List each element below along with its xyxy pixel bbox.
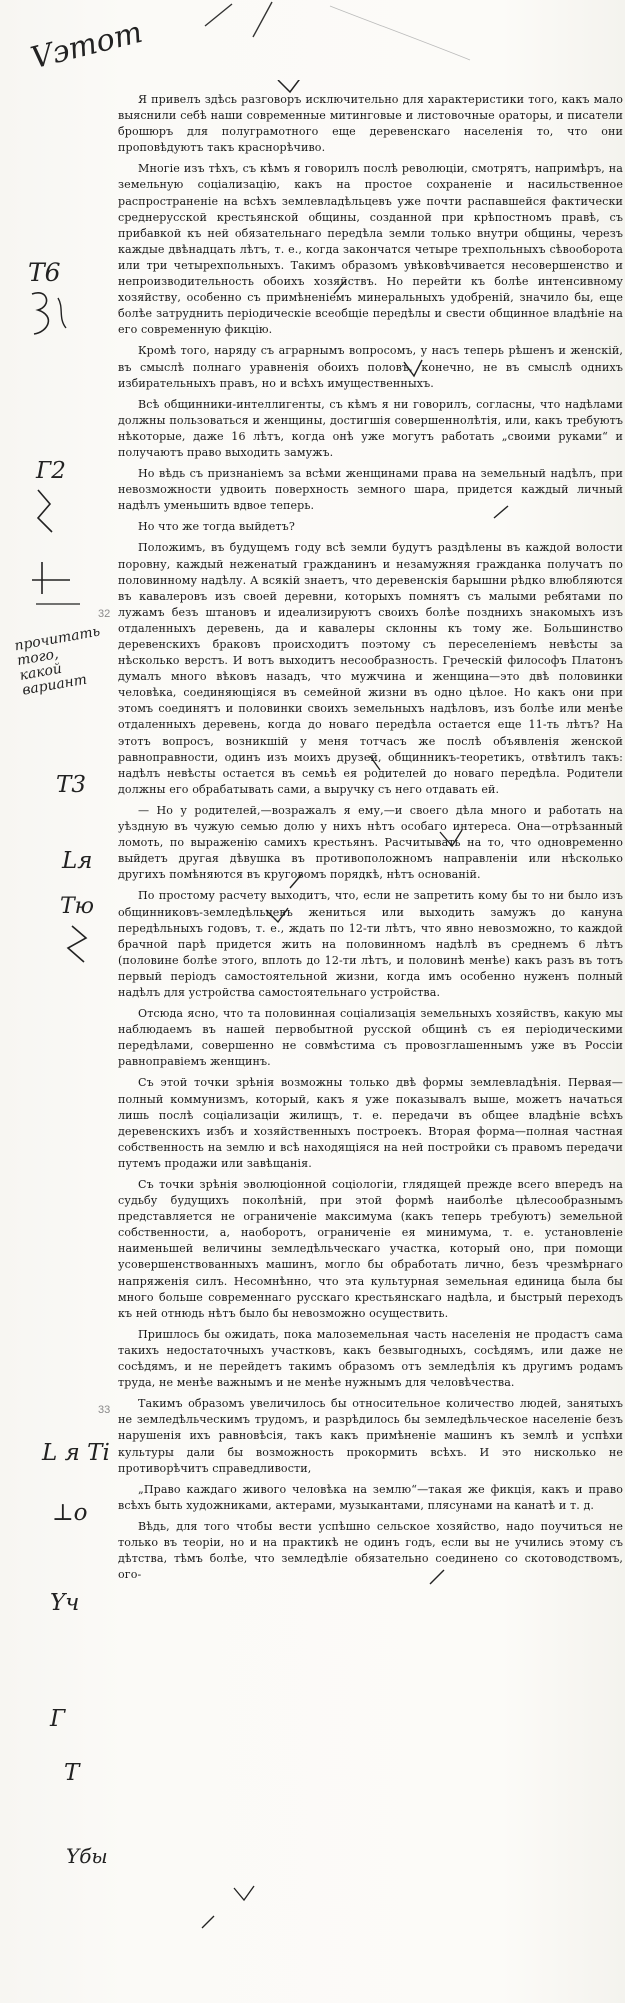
paragraph: Кромѣ того, наряду съ аграрнымъ вопросомъ, у насъ теперь рѣшенъ и женскій, въ смыслѣ полнаго уравненія обоихъ половъ, конечно, не въ смыслѣ однихъ избирательныхъ правъ, но и всѣхъ имущественныхъ. xyxy=(118,344,623,390)
page-number-33: 33 xyxy=(98,1404,111,1416)
margin-note-3: прочитать того, какой вариант xyxy=(13,623,102,699)
document-text xyxy=(118,92,623,1588)
page-number-32: 32 xyxy=(98,608,111,620)
paragraph: Положимъ, въ будущемъ году всѣ земли будутъ раздѣлены въ каждой волости поровну, каждый неженатый гражданинъ и незамужняя гражданка получатъ по половинному надѣлу. А всякій знаетъ, что деревенскія барышни рѣдко влюбляются въ кавалеровъ изъ своей деревни, которыхъ помнятъ съ малыми ребятами по лужамъ безъ штановъ и идеализируютъ своихъ болѣе позднихъ знакомыхъ изъ отдаленныхъ деревень, да и кавалеры склонны къ тому же. Большинство деревенскихъ браковъ происходитъ поэтому съ переселеніемъ невѣсты за нѣсколько верстъ. И вотъ выходитъ несообразность. Греческій философъ Платонъ думалъ много вѣковъ назадъ, что мужчина и женщина—это двѣ половинки человѣка, соединяющіяся въ семейной жизни въ одно цѣлое. Но какъ они при этомъ соединятъ и половинки своихъ земельныхъ надѣловъ, изъ болѣе или менѣе отдаленныхъ деревень, когда до новаго передѣла остается еще 11-ть лѣтъ? На этотъ вопросъ, возникшій у меня тотчасъ же послѣ объявленія женской равноправности, одинъ изъ моихъ друзей, общинникъ-теоретикъ, отвѣтилъ такъ: надѣлъ невѣсты остается въ семьѣ ея родителей до новаго передѣла. Родители должны его обрабатывать сами, а выручку съ него отдавать ей. xyxy=(118,541,623,796)
paragraph: — Но у родителей,—возражалъ я ему,—и своего дѣла много и работать на уѣздную въ чужую семью долю у нихъ нѣтъ особаго интереса. Она—отрѣзанный ломоть, по выраженію самихъ крестьянъ. Расчитывать на то, что одновременно выйдетъ другая дѣвушка въ противоположномъ направленіи или нѣсколько другихъ помѣняются въ круговомъ порядкѣ, нѣтъ основаній. xyxy=(118,803,623,882)
paragraph: Но что же тогда выйдетъ? xyxy=(138,520,295,534)
margin-note-4: T3 xyxy=(56,772,86,798)
paragraph: Вѣдь, для того чтобы вести успѣшно сельское хозяйство, надо поучиться не только въ теоріи, но и на практикѣ не одинъ годъ, если вы не учились этому съ дѣтства, тѣмъ болѣе, что земледѣліе обязательно соединено со скотоводствомъ, ого- xyxy=(118,1519,623,1582)
margin-note-6: Tю xyxy=(60,894,95,919)
margin-note-2: Г2 xyxy=(36,458,66,484)
paragraph: Но вѣдь съ признаніемъ за всѣми женщинами права на земельный надѣлъ, при невозможности удвоить поверхность земного шара, придется каждый личный надѣлъ уменьшить вдвое теперь. xyxy=(118,467,623,513)
paragraph: Отсюда ясно, что та половинная соціализація земельныхъ хозяйствъ, какую мы наблюдаемъ въ нашей первобытной русской общинѣ съ ея періодическими передѣлами, совершенно не совмѣстима съ провозглашеннымъ уже въ Россіи равноправіемъ женщинъ. xyxy=(118,1007,623,1069)
paragraph: Такимъ образомъ увеличилось бы относительное количество людей, занятыхъ не земледѣльческимъ трудомъ, и разрѣдилось бы земледѣльческое населеніе безъ нарушенія ихъ равновѣсія, такъ какъ примѣненіе машинъ къ землѣ и успѣхи культуры дали бы возможность прокормить всѣхъ. И это нисколько не противорѣчитъ справедливости, xyxy=(118,1397,623,1475)
margin-note-top: Vэтот xyxy=(27,14,146,77)
paragraph: По простому расчету выходитъ, что, если не запретить кому бы то ни было изъ общинниковъ-земледѣльцевъ жениться или выходить замужъ до канунa передѣльныхъ годовъ, т. е., ждать по 12-ти лѣтъ, что явно невозможно, то каждой брачной парѣ придется жить на половинномъ надѣлѣ въ среднемъ 6 лѣтъ (половине болѣе этого, вплоть до 12-ти лѣтъ, и половинѣ менѣе) какъ разъ въ тотъ первый періодъ самостоятельной жизни, когда имъ особенно нуженъ полный надѣлъ для устройства самостоятельнаго устройства. xyxy=(118,889,623,999)
margin-note-7: L я Ti xyxy=(42,1440,110,1466)
margin-scribble-1 xyxy=(28,288,88,348)
paragraph: Съ точки зрѣнія эволюціонной соціологіи, глядящей прежде всего впередъ на судьбу будущихъ поколѣній, при этой формѣ наиболѣе цѣлесообразнымъ представляется не ограниченіе максимума (какъ теперь требуютъ) земельной собственности, а, наоборотъ, ограниченіе ея минимума, т. е. установленіе наименьшей величины земледѣльческаго участка, который оно, при помощи усовершенствованныхъ машинъ, могло бы обработать лично, безъ чрезмѣрнаго напряженія силъ. Несомнѣнно, что эта культурная земельная единица была бы много больше современнаго русскаго крестьянскаго надѣла, и быстрый переходъ къ ней отнюдь нѣтъ было бы невозможно осуществить. xyxy=(118,1178,623,1320)
paragraph: Я привелъ здѣсь разговоръ исключительно для характеристики того, какъ мало выяснили себѣ наши современные митинговые и листовочные ораторы, и писатели брошюръ для полуграмотного еще деревенскаго населенія то, что они проповѣдуютъ такъ краснорѣчиво. xyxy=(118,93,623,155)
paragraph: Всѣ общинники-интеллигенты, съ кѣмъ я ни говорилъ, согласны, что надѣлами должны пользоваться и женщины, достигшія совершеннолѣтія, или, какъ требуютъ нѣкоторые, даже 16 лѣтъ, когда онѣ уже могутъ работать „своими руками“ и получаютъ право выходить замужъ. xyxy=(118,397,623,459)
paragraph: Пришлось бы ожидать, пока малоземельная часть населенія не продастъ сама такихъ недостаточныхъ участковъ, какъ безвыгодныхъ, сосѣдямъ, или даже не сосѣдямъ, и не перейдетъ такимъ образомъ отъ земледѣлія къ другимъ родамъ труда, не менѣе важнымъ и не менѣе нужнымъ для человѣчества. xyxy=(118,1327,623,1390)
margin-note-1: T6 xyxy=(28,258,61,287)
paragraph: Съ этой точки зрѣнія возможны только двѣ формы землевладѣнія. Первая—полный коммунизмъ, который, какъ я уже показывалъ выше, можетъ начаться лишь послѣ соціализаціи жилищъ, т. е. передачи въ общее владѣніе всѣхъ деревенскихъ избъ и хозяйственныхъ построекъ. Вторая форма—полная частная собственность на землю и всѣ находящіяся на ней постройки съ правомъ передачи путемъ продажи или завѣщанія. xyxy=(118,1076,623,1170)
paragraph: Многіе изъ тѣхъ, съ кѣмъ я говорилъ послѣ революціи, смотрятъ, напримѣръ, на земельную соціализацію, какъ на простое сохраненіе и насильственное распространеніе на всѣхъ землевладѣльцевъ уже почти распавшейся фактически среднерусской крестьянской общины, созданной при крѣпостномъ правѣ, съ прибавкой къ ней обязательнаго передѣла земли только внутри общины, черезъ каждые двѣнадцать лѣтъ, т. е., когда закончатся четыре трехпольныхъ сѣвооборота или три четырехпольныхъ. Такимъ образомъ увѣковѣчивается несовершенство и непроизводительность обоихъ хозяйствъ. Но перейти къ болѣе интенсивному хозяйству, особенно съ примѣненіемъ минеральныхъ удобреній, значило бы, еще болѣе затруднить періодическіе всеобщіе передѣлы и свести общинное владѣніе на его современную фикцію. xyxy=(118,162,623,337)
margin-note-9: Yч xyxy=(50,1590,80,1616)
margin-note-8: ⊥o xyxy=(52,1500,88,1526)
margin-scribble-2 xyxy=(30,484,90,624)
margin-note-12: Yбы xyxy=(66,1844,108,1868)
margin-note-10: Г xyxy=(50,1706,66,1732)
margin-note-5: Lя xyxy=(62,848,93,874)
paragraph: „Право каждаго живого человѣка на землю“—такая же фикція, какъ и право всѣхъ быть художниками, актерами, музыкантами, плясунами на канатѣ и т. д. xyxy=(118,1482,623,1512)
margin-scribble-3 xyxy=(58,922,108,972)
margin-note-11: T xyxy=(64,1760,80,1786)
